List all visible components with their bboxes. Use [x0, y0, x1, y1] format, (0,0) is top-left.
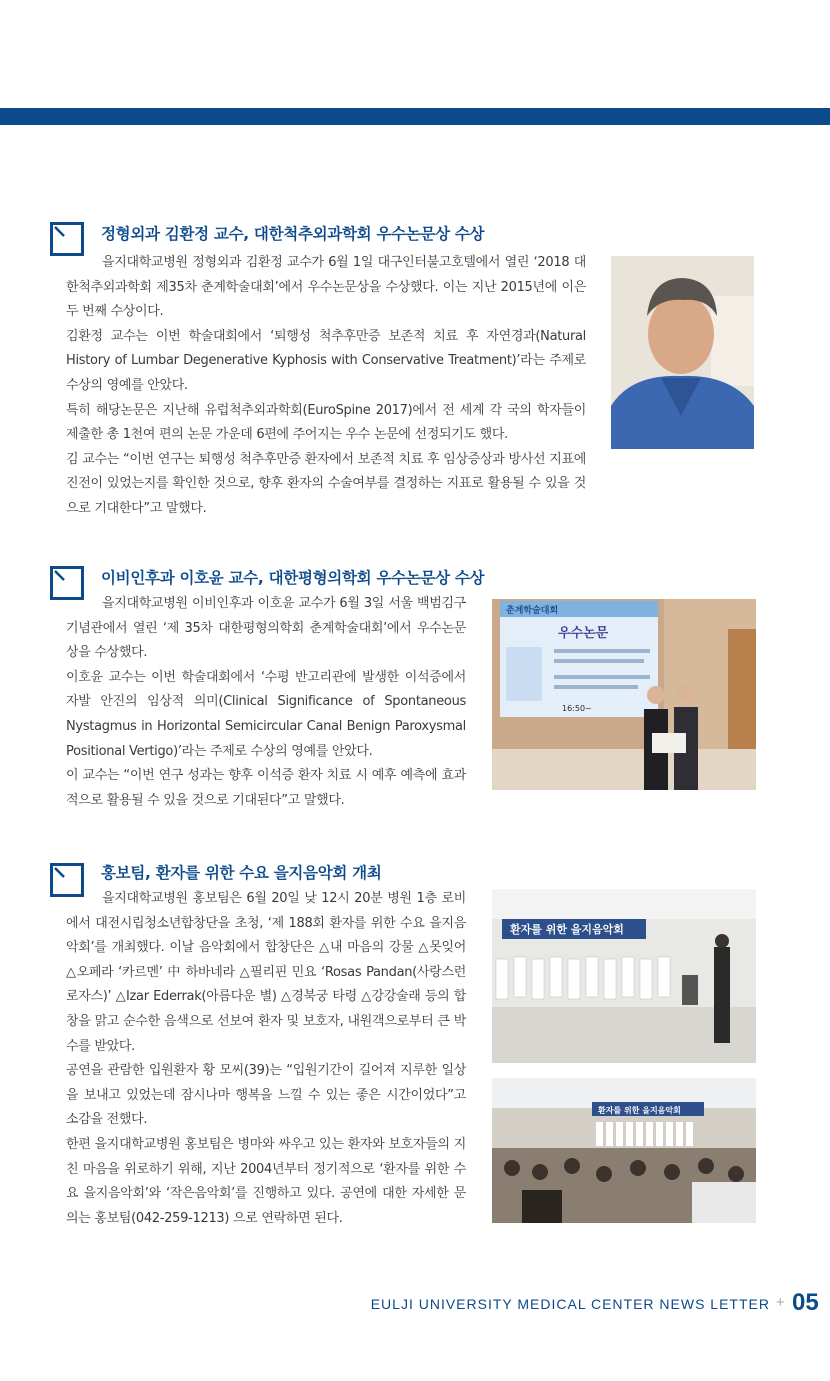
section-1-body [66, 251, 586, 522]
section-1-paragraph: 김환정 교수는 이번 학술대회에서 ‘퇴행성 척추후만증 보존적 치료 후 자연경과(Natural History of Lumbar Degenerative Kyphosis with Conservative Treatment)’라는 주제로 수상의 영예를 안았다. [66, 328, 586, 393]
section-2-paragraph: 이 교수는 “이번 연구 성과는 향후 이석증 환자 치료 시 예후 예측에 효과적으로 활용될 수 있을 것으로 기대된다”고 말했다. [66, 768, 466, 808]
section-3-paragraph: 공연을 관람한 입원환자 황 모씨(39)는 “입원기간이 길어져 지루한 일상을 보내고 있었는데 잠시나마 행복을 느낄 수 있는 좋은 시간이었다”고 소감을 전했다. [66, 1063, 466, 1128]
section-3-title: 홍보팀, 환자를 위한 수요 을지음악회 개최 [101, 864, 382, 882]
section-2-paragraph: 을지대학교병원 이비인후과 이호윤 교수가 6월 3일 서울 백범김구기념관에서 열린 ‘제 35차 대한평형의학회 춘계학술대회’에서 우수논문상을 수상했다. [66, 596, 466, 661]
section-1-paragraph: 특히 해당논문은 지난해 유럽척추외과학회(EuroSpine 2017)에서 전 세계 각 국의 학자들이 제출한 총 1천여 편의 논문 가운데 6편에 주어지는 우수 논문에 선정되기도 했다. [66, 402, 586, 443]
section-2-paragraph: 이호윤 교수는 이번 학술대회에서 ‘수평 반고리관에 발생한 이석증에서 자발 안진의 임상적 의미(Clinical Significance of Spontaneous Nystagmus in Horizontal Semicircular Canal Benign Paroxysmal Positional Vertigo)’라는 주제로 수상의 영예를 안았다. [66, 669, 466, 759]
screen-award-text: 우수논문 [558, 626, 609, 641]
concert-choir-photo [492, 889, 756, 1063]
section-2-title: 이비인후과 이호윤 교수, 대한평형의학회 우수논문상 수상 [101, 569, 485, 587]
newsletter-name: EULJI UNIVERSITY MEDICAL CENTER NEWS LETTER [370, 1296, 770, 1312]
award-ceremony-photo [492, 599, 756, 790]
section-1-paragraph: 을지대학교병원 정형외과 김환정 교수가 6월 1일 대구인터불고호텔에서 열린 ‘2018 대한척추외과학회 제35차 춘계학술대회’에서 우수논문상을 수상했다. 이는 지난 2015년에 이은 두 번째 수상이다. [66, 255, 586, 320]
page-number: 05 [792, 1289, 819, 1316]
screen-banner-text: 춘계학술대회 [506, 606, 559, 616]
screen-time-text: 16:50~ [562, 704, 592, 713]
section-3-body [66, 887, 466, 1231]
concert-audience-photo [492, 1078, 756, 1223]
section-1-paragraph: 김 교수는 “이번 연구는 퇴행성 척추후만증 환자에서 보존적 치료 후 임상증상과 방사선 지표에 진전이 있었는지를 확인한 것으로, 향후 환자의 수술여부를 결정하는 지표로 활용될 수 있을 것으로 기대한다”고 말했다. [66, 451, 586, 516]
concert-banner-text: 환자를 위한 을지음악회 [510, 923, 624, 936]
footer-plus-separator: + [776, 1294, 785, 1311]
section-3-paragraph: 을지대학교병원 홍보팀은 6월 20일 낮 12시 20분 병원 1층 로비에서 대전시립청소년합창단을 초청, ‘제 188회 환자를 위한 수요 을지음악회’를 개최했다. 이날 음악회에서 합창단은 △내 마음의 강물 △못잊어 △오페라 ‘카르멘’ 中 하바네라 △필리핀 민요 ‘Rosas Pandan(사랑스런 로자스)’ △Izar Ederrak(아름다운 별) △경북궁 타령 △강강술래 등의 합창을 맑고 순수한 음색으로 선보여 환자 및 보호자, 내원객으로부터 큰 박수를 받았다. [66, 891, 466, 1054]
professor-kim-photo [611, 256, 754, 449]
audience-banner-text: 환자를 위한 을지음악회 [598, 1106, 681, 1115]
section-3-paragraph: 한편 을지대학교병원 홍보팀은 병마와 싸우고 있는 환자와 보호자들의 지친 마음을 위로하기 위해, 지난 2004년부터 정기적으로 ‘환자를 위한 수요 을지음악회’와 ‘작은음악회’를 진행하고 있다. 공연에 대한 자세한 문의는 홍보팀(042-259-1213) 으로 연락하면 된다. [66, 1136, 466, 1226]
header-band [0, 108, 830, 125]
section-2-body [66, 592, 466, 813]
section-1-title: 정형외과 김환정 교수, 대한척추외과학회 우수논문상 수상 [101, 225, 485, 243]
